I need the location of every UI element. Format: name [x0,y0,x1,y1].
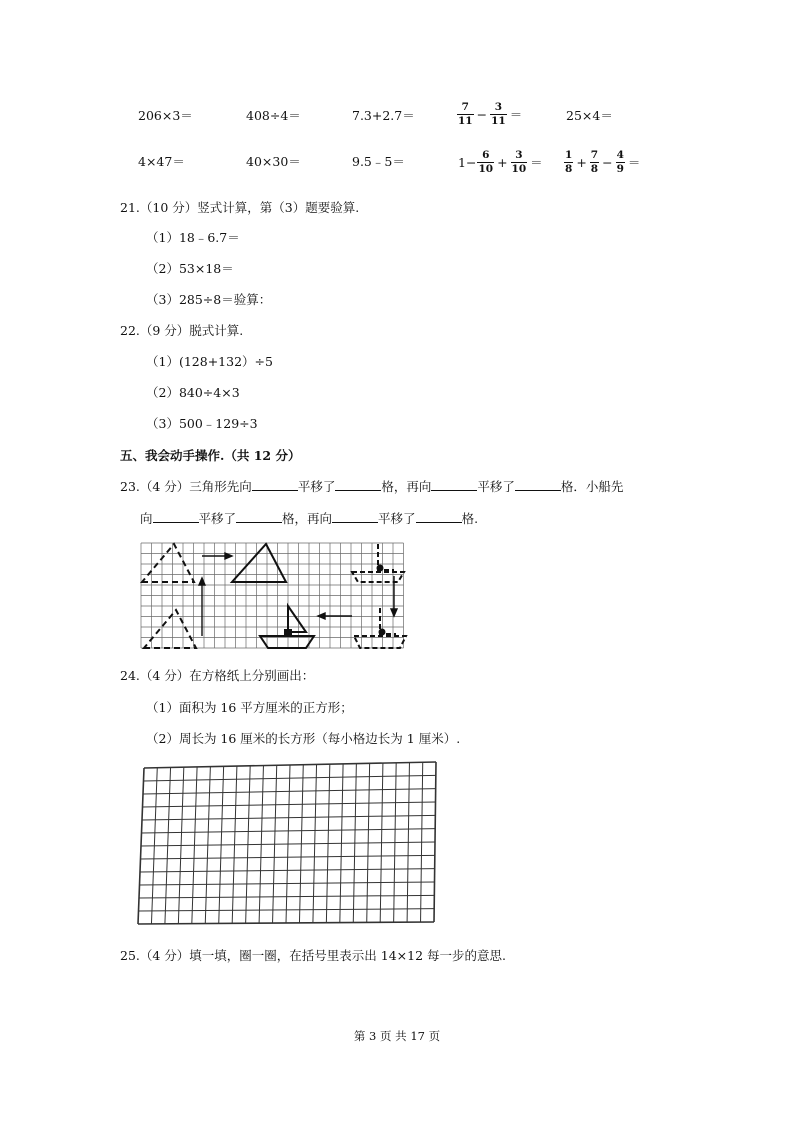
fraction: $\frac{7}{8}$ [590,149,599,175]
calc-row1-b: 408÷4＝ [246,108,301,123]
equals: ＝ [627,155,641,170]
q24-item-1: （1）面积为 16 平方厘米的正方形； [146,700,353,715]
q23-text: 向 [140,511,153,526]
calc-row2-e [564,150,643,174]
page-footer: 第 3 页 共 17 页 [353,1029,441,1043]
dashed-boat-top [352,544,404,582]
grid-lines [138,762,436,924]
q23-text: 格．小船先 [560,479,624,494]
operator: − [476,106,488,122]
answer-blank[interactable] [515,478,561,491]
q21-title: 21.（10 分）竖式计算，第（3）题要验算. [120,200,360,215]
operator: 1− [458,154,477,170]
operator: + [576,154,587,170]
q23-text: 格，再向 [381,479,432,494]
q22-item-1: （1）(128+132）÷5 [146,354,273,369]
answer-blank[interactable] [236,510,282,523]
operator: + [497,154,508,170]
q23-text: 平移了 [477,479,515,494]
left-arrow-icon [318,613,352,619]
q22-title: 22.（9 分）脱式计算. [120,323,244,338]
q23-text: 格，再向 [282,511,333,526]
calc-row2-d [458,150,546,174]
equals: ＝ [530,155,543,170]
solid-triangle [232,544,286,582]
section-heading: 五、我会动手操作.（共 12 分） [120,448,301,463]
calc-row1-d [457,102,525,126]
q23-text: 格. [461,511,479,526]
answer-blank[interactable] [416,510,462,523]
q22-item-2: （2）840÷4×3 [146,385,240,400]
calc-row2-c: 9.5﹣5＝ [352,154,405,169]
q24-item-2: （2）周长为 16 厘米的长方形（每小格边长为 1 厘米）. [146,731,461,746]
fraction: $\frac{3}{11}$ [491,101,506,127]
q23-text: 平移了 [297,479,336,494]
calc-row2-b: 40×30＝ [246,154,301,169]
translation-grid-figure [140,542,408,650]
fraction: $\frac{3}{10}$ [511,149,527,175]
fraction: $\frac{7}{11}$ [458,101,473,127]
calc-row1-a: 206×3＝ [138,108,193,123]
fraction: $\frac{4}{9}$ [616,149,624,175]
answer-blank[interactable] [153,510,199,523]
q23-text: 平移了 [378,511,416,526]
answer-blank[interactable] [332,510,378,523]
dashed-triangle-original [142,544,194,582]
q23-text: 23.（4 分）三角形先向 [120,479,252,494]
q24-title: 24.（4 分）在方格纸上分别画出： [120,668,315,683]
answer-blank[interactable] [335,478,381,491]
right-arrow-icon [202,553,232,559]
q21-item-1: （1）18﹣6.7＝ [146,230,240,245]
q25-title: 25.（4 分）填一填，圈一圈，在括号里表示出 14×12 每一步的意思. [120,948,507,963]
answer-blank[interactable] [252,478,298,491]
q23-text: 平移了 [198,511,237,526]
q23-line1 [120,477,623,495]
answer-blank[interactable] [431,478,477,491]
calc-row1-e: 25×4＝ [566,108,613,123]
operator: − [602,154,613,170]
grid-lines [141,543,404,648]
calc-row2-a: 4×47＝ [138,154,185,169]
calc-row1-c: 7.3+2.7＝ [352,108,415,123]
drawing-grid [136,760,442,928]
fraction: $\frac{1}{8}$ [565,149,573,175]
q23-line2 [140,509,478,527]
fraction: $\frac{6}{10}$ [478,149,494,175]
q21-item-2: （2）53×18＝ [146,261,234,276]
equals: ＝ [509,107,523,122]
q21-item-3: （3）285÷8＝验算： [146,292,272,307]
q22-item-3: （3）500﹣129÷3 [146,416,258,431]
